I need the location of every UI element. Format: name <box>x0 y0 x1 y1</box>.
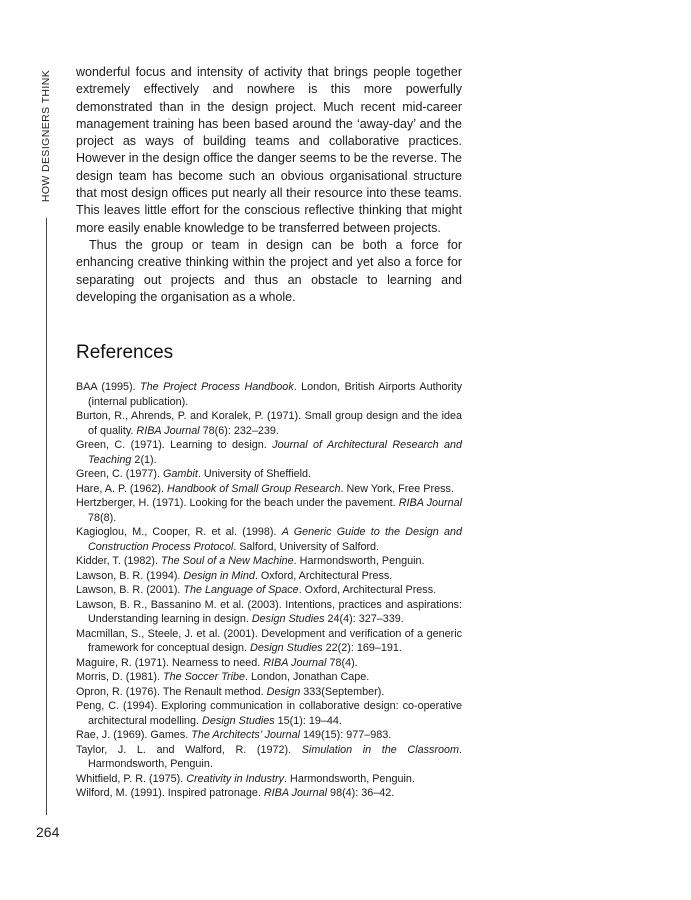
reference-entry <box>76 743 462 772</box>
reference-details: 78(4). <box>326 656 358 669</box>
reference-details: . Harmondsworth, Penguin. <box>293 555 425 567</box>
reference-details: 2(1). <box>131 453 157 466</box>
body-paragraph: wonderful focus and intensity of activity that brings people together extremely effectively and nowhere is this more powerfully demonstrated than in the design project. Much recent mid-career management training has been based around the ‘away-day’ and the project as ways of building teams and collaborative practices. However in the design office the danger seems to be the reverse. The design team has become such an obvious organisational structure that most design offices put nearly all their resource into these teams. This leaves little effort for the conscious reflective thinking that might more easily enable knowledge to be transferred between projects. <box>76 65 462 235</box>
reference-entry <box>76 598 462 627</box>
reference-details: 78(8). <box>88 511 117 524</box>
reference-text: Lawson, B. R. (2001). <box>76 584 184 596</box>
reference-entry <box>76 627 462 656</box>
margin-rule <box>46 218 47 815</box>
reference-details: . Salford, University of Salford. <box>233 540 380 553</box>
reference-title: RIBA Journal <box>136 424 200 437</box>
reference-title: Design Studies <box>250 642 323 654</box>
reference-title: The Project Process Handbook <box>140 381 294 393</box>
reference-text: Hertzberger, H. (1971). Looking for the beach under the pavement. <box>76 497 399 509</box>
reference-title: Design Studies <box>202 714 275 727</box>
reference-details: . Harmondsworth, Penguin. <box>284 772 415 785</box>
reference-details: 15(1): 19–44. <box>274 714 342 727</box>
reference-details: . London, British Airports Authority (internal publication). <box>88 381 463 408</box>
reference-title: Design <box>266 685 301 698</box>
reference-text: Maguire, R. (1971). Nearness to need. <box>76 656 264 669</box>
reference-title: A Generic Guide to the Design and Construction Process Protocol <box>88 526 462 553</box>
reference-text: Kagioglou, M., Cooper, R. et al. (1998). <box>76 526 282 538</box>
reference-details: 78(6): 232–239. <box>199 424 279 437</box>
reference-entry <box>76 670 462 685</box>
reference-entry <box>76 380 462 409</box>
reference-entry <box>76 482 462 497</box>
reference-text: Wilford, M. (1991). Inspired patronage. <box>76 787 264 799</box>
reference-details: . University of Sheffield. <box>197 468 312 480</box>
reference-text: Whitfield, P. R. (1975). <box>76 772 187 785</box>
reference-details: 149(15): 977–983. <box>300 729 392 741</box>
reference-text: Hare, A. P. (1962). <box>76 482 168 495</box>
body-paragraph: Thus the group or team in design can be both a force for enhancing creative thinking within the project and yet also a force for separating out projects and thus an obstacle to learning and developing the organisation as a whole. <box>76 237 462 304</box>
reference-title: RIBA Journal <box>398 497 462 509</box>
reference-title: The Architects’ Journal <box>191 729 301 741</box>
reference-entry <box>76 583 462 598</box>
reference-details: . Oxford, Architectural Press. <box>254 569 393 582</box>
reference-title: RIBA Journal <box>263 656 327 669</box>
reference-details: . Oxford, Architectural Press. <box>298 584 437 596</box>
running-head-text: HOW DESIGNERS THINK <box>40 69 52 203</box>
reference-entry <box>76 569 462 584</box>
reference-text: Green, C. (1971). Learning to design. <box>76 439 273 451</box>
reference-entry <box>76 685 462 700</box>
reference-entry <box>76 525 462 554</box>
reference-title: Design Studies <box>251 613 325 625</box>
reference-entry <box>76 409 462 438</box>
reference-title: RIBA Journal <box>263 787 328 799</box>
references-list <box>76 380 462 801</box>
reference-text: Burton, R., Ahrends, P. and Koralek, P. (1971). Small group design and the idea of quality. <box>76 410 462 437</box>
running-head <box>40 68 52 204</box>
page-number: 264 <box>36 824 60 840</box>
body-text <box>76 64 462 306</box>
reference-text: Macmillan, S., Steele, J. et al. (2001). Development and verification of a generic framework for conceptual design. <box>76 627 462 654</box>
reference-details: 98(4): 36–42. <box>327 787 395 799</box>
reference-title: The Soul of a New Machine <box>161 555 294 567</box>
reference-text: Lawson, B. R. (1994). <box>76 569 184 582</box>
reference-text: Rae, J. (1969). Games. <box>76 729 192 741</box>
reference-text: Peng, C. (1994). Exploring communication in collaborative design: co-operative architectural modelling. <box>76 700 462 727</box>
reference-text: Opron, R. (1976). The Renault method. <box>76 685 267 698</box>
reference-title: Journal of Architectural Research and Teaching <box>88 439 463 466</box>
reference-details: 24(4): 327–339. <box>324 613 404 625</box>
reference-entry <box>76 699 462 728</box>
reference-title: Design in Mind <box>183 569 255 582</box>
reference-entry <box>76 772 462 787</box>
reference-title: Simulation in the Classroom <box>301 743 459 756</box>
reference-details: 333(September). <box>300 685 385 698</box>
reference-title: Gambit <box>163 468 198 480</box>
reference-details: . London, Jonathan Cape. <box>245 671 370 683</box>
reference-details: . New York, Free Press. <box>340 482 454 495</box>
reference-entry <box>76 496 462 525</box>
reference-text: Lawson, B. R., Bassanino M. et al. (2003). Intentions, practices and aspirations: Understanding learning in design. <box>76 598 462 625</box>
reference-title: Handbook of Small Group Research <box>167 482 341 495</box>
reference-entry <box>76 467 462 482</box>
reference-entry <box>76 786 462 801</box>
reference-text: BAA (1995). <box>76 381 141 393</box>
reference-details: . Harmondsworth, Penguin. <box>88 743 462 770</box>
reference-title: The Language of Space <box>183 584 299 596</box>
references-heading: References <box>76 342 174 363</box>
reference-entry <box>76 438 462 467</box>
reference-text: Morris, D. (1981). <box>76 671 163 683</box>
reference-text: Taylor, J. L. and Walford, R. (1972). <box>76 743 302 756</box>
reference-title: Creativity in Industry <box>186 772 285 785</box>
reference-text: Kidder, T. (1982). <box>76 555 162 567</box>
reference-entry <box>76 656 462 671</box>
reference-text: Green, C. (1977). <box>76 468 164 480</box>
reference-details: 22(2): 169–191. <box>322 642 402 654</box>
reference-entry <box>76 554 462 569</box>
reference-title: The Soccer Tribe <box>163 671 246 683</box>
reference-entry <box>76 728 462 743</box>
